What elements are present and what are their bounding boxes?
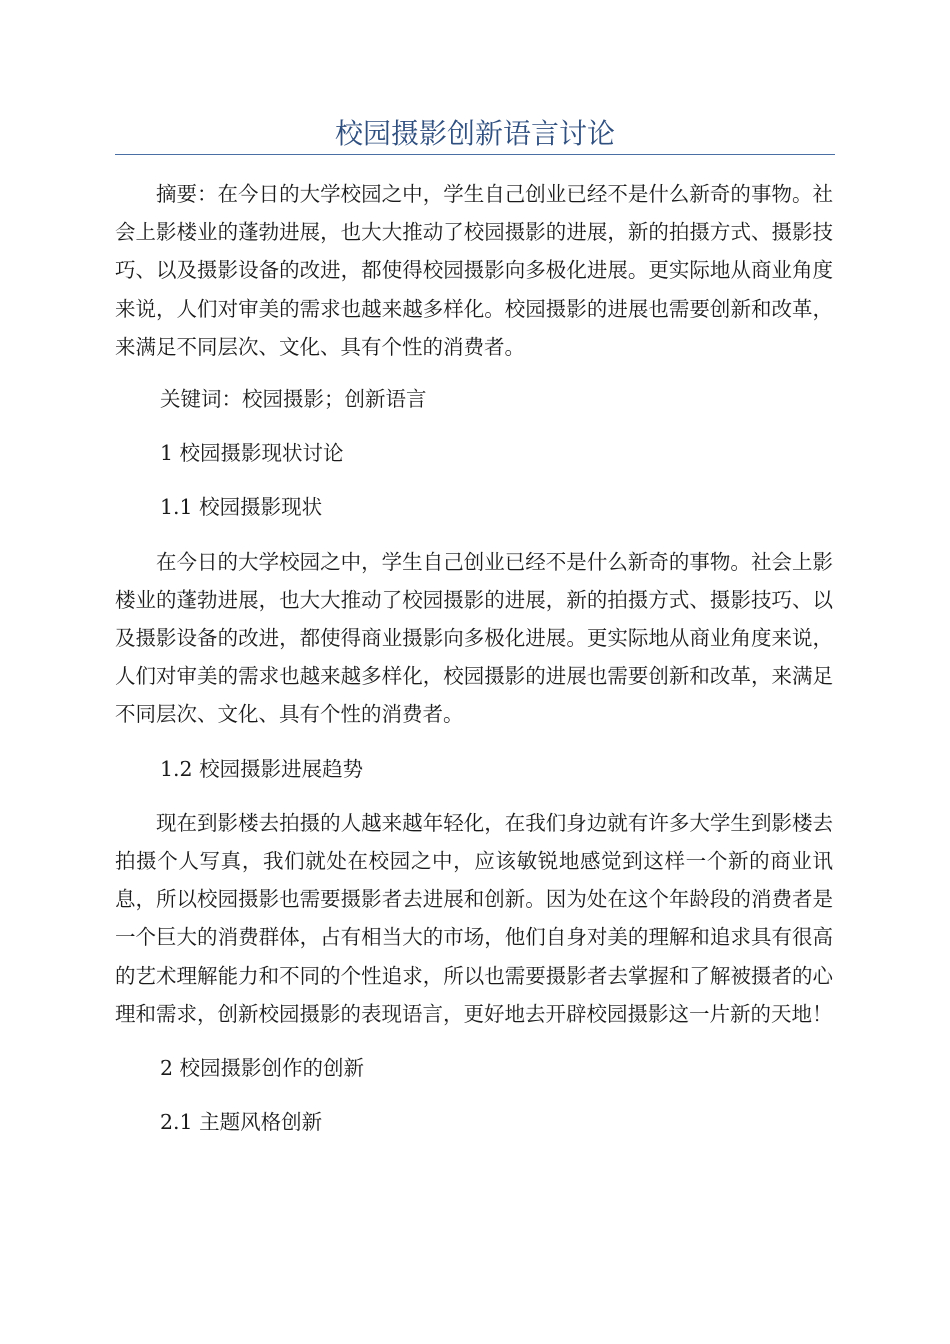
- document-body: [115, 175, 833, 1157]
- section-1-heading: 1 校园摄影现状讨论: [160, 441, 344, 466]
- abstract-paragraph: 摘要：在今日的大学校园之中，学生自己创业已经不是什么新奇的事物。社会上影楼业的蓬勃进展，也大大推动了校园摄影的进展，新的拍摄方式、摄影技巧、以及摄影设备的改进，都使得校园摄影向多极化进展。更实际地从商业角度来说，人们对审美的需求也越来越多样化。校园摄影的进展也需要创新和改革，来满足不同层次、文化、具有个性的消费者。: [115, 182, 833, 359]
- section-1-2-paragraph: 现在到影楼去拍摄的人越来越年轻化，在我们身边就有许多大学生到影楼去拍摄个人写真，我们就处在校园之中，应该敏锐地感觉到这样一个新的商业讯息，所以校园摄影也需要摄影者去进展和创新。因为处在这个年龄段的消费者是一个巨大的消费群体，占有相当大的市场，他们自身对美的理解和追求具有很高的艺术理解能力和不同的个性追求，所以也需要摄影者去掌握和了解被摄者的心理和需求，创新校园摄影的表现语言，更好地去开辟校园摄影这一片新的天地！: [115, 810, 833, 1026]
- section-2-heading: 2 校园摄影创作的创新: [160, 1056, 365, 1081]
- section-1-1-paragraph: 在今日的大学校园之中，学生自己创业已经不是什么新奇的事物。社会上影楼业的蓬勃进展，也大大推动了校园摄影的进展，新的拍摄方式、摄影技巧、以及摄影设备的改进，都使得商业摄影向多极化进展。更实际地从商业角度来说，人们对审美的需求也越来越多样化，校园摄影的进展也需要创新和改革，来满足不同层次、文化、具有个性的消费者。: [115, 549, 833, 727]
- title-underline: [115, 154, 835, 155]
- document-title: 校园摄影创新语言讨论: [334, 117, 615, 150]
- section-1-2-heading: 1.2 校园摄影进展趋势: [160, 756, 364, 781]
- section-1-1-heading: 1.1 校园摄影现状: [160, 495, 323, 520]
- section-2-1-heading: 2.1 主题风格创新: [160, 1110, 323, 1135]
- keywords-line: 关键词：校园摄影；创新语言: [160, 387, 427, 412]
